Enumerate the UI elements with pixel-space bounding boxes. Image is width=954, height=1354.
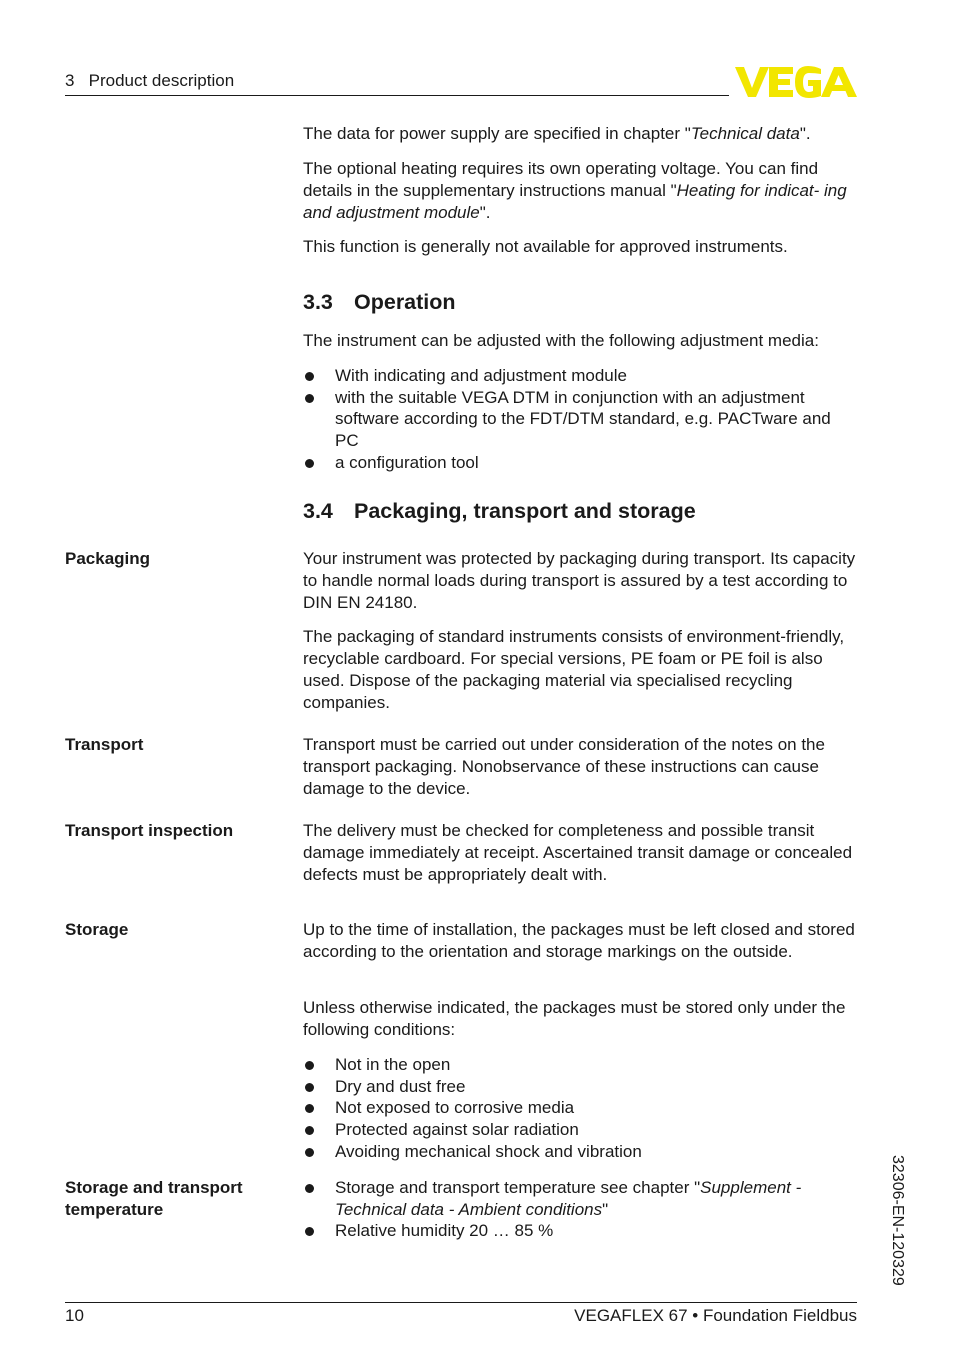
header-rule <box>65 95 729 96</box>
page-number: 10 <box>65 1306 84 1325</box>
temperature-list <box>303 1177 859 1242</box>
bullet-icon <box>305 1061 314 1070</box>
list-item: Avoiding mechanical shock and vibration <box>303 1141 859 1163</box>
storage-paragraph-1: Up to the time of installation, the packages must be left closed and stored according to the orientation and storage markings on the outside. <box>303 920 855 961</box>
section-heading-operation: 3.3 Operation <box>303 290 456 314</box>
list-item: Protected against solar radiation <box>303 1119 859 1141</box>
list-item: Not exposed to corrosive media <box>303 1097 859 1119</box>
footer-rule <box>65 1302 857 1303</box>
vega-logo <box>735 64 857 98</box>
heating-paragraph: The optional heating requires its own operating voltage. You can find details in the supplementary instructions manual "Heating for indicat- ing and adjustment module". <box>303 159 847 222</box>
running-header: 3 Product description <box>65 71 235 90</box>
inspection-paragraph: The delivery must be checked for completeness and possible transit damage immediately at receipt. Ascertained transit damage or concealed defects must be appropriately dealt with. <box>303 821 853 884</box>
list-item: Relative humidity 20 … 85 % <box>303 1220 859 1242</box>
list-item: a configuration tool <box>303 452 859 474</box>
transport-paragraph: Transport must be carried out under consideration of the notes on the transport packaging. Nonobservance of these instructions can cause damage to the device. <box>303 735 825 798</box>
list-item: With indicating and adjustment module <box>303 365 859 387</box>
storage-paragraph-2: Unless otherwise indicated, the packages must be stored only under the following conditions: <box>303 998 846 1039</box>
bullet-icon <box>305 1184 314 1193</box>
bullet-icon <box>305 1083 314 1092</box>
bullet-icon <box>305 372 314 381</box>
vega-logo-icon <box>735 64 857 98</box>
list-item: Dry and dust free <box>303 1076 859 1098</box>
power-supply-paragraph: The data for power supply are specified in chapter "Technical data". <box>303 124 811 143</box>
approval-note: This function is generally not available for approved instruments. <box>303 237 788 256</box>
packaging-paragraph-2: The packaging of standard instruments consists of environment-friendly, recyclable cardboard. For special versions, PE foam or PE foil is also used. Dispose of the packaging material via specialised recycling companies. <box>303 627 845 712</box>
document-code: 32306-EN-120329 <box>889 1155 906 1286</box>
packaging-paragraph-1: Your instrument was protected by packaging during transport. Its capacity to handle normal loads during transport is assured by a test according to DIN EN 24180. <box>303 549 856 612</box>
bullet-icon <box>305 1126 314 1135</box>
label-transport-inspection: Transport inspection <box>65 821 234 840</box>
label-storage-temperature: Storage and transport temperature <box>65 1178 243 1219</box>
label-storage: Storage <box>65 920 129 939</box>
label-transport: Transport <box>65 735 144 754</box>
section-heading-packaging: 3.4 Packaging, transport and storage <box>303 499 696 523</box>
bullet-icon <box>305 1227 314 1236</box>
label-packaging: Packaging <box>65 549 151 568</box>
list-item: with the suitable VEGA DTM in conjunction with an adjustment software according to the FDT/DTM standard, e.g. PACTware and PC <box>303 387 859 452</box>
list-item: Storage and transport temperature see chapter "Supplement - Technical data - Ambient conditions" <box>303 1177 859 1220</box>
bullet-icon <box>305 459 314 468</box>
bullet-icon <box>305 1104 314 1113</box>
storage-conditions-list <box>303 1054 859 1163</box>
list-item: Not in the open <box>303 1054 859 1076</box>
operation-lead: The instrument can be adjusted with the following adjustment media: <box>303 331 819 350</box>
footer-product-name: VEGAFLEX 67 • Foundation Fieldbus <box>574 1306 857 1325</box>
operation-list <box>303 365 859 474</box>
bullet-icon <box>305 1148 314 1157</box>
bullet-icon <box>305 394 314 403</box>
